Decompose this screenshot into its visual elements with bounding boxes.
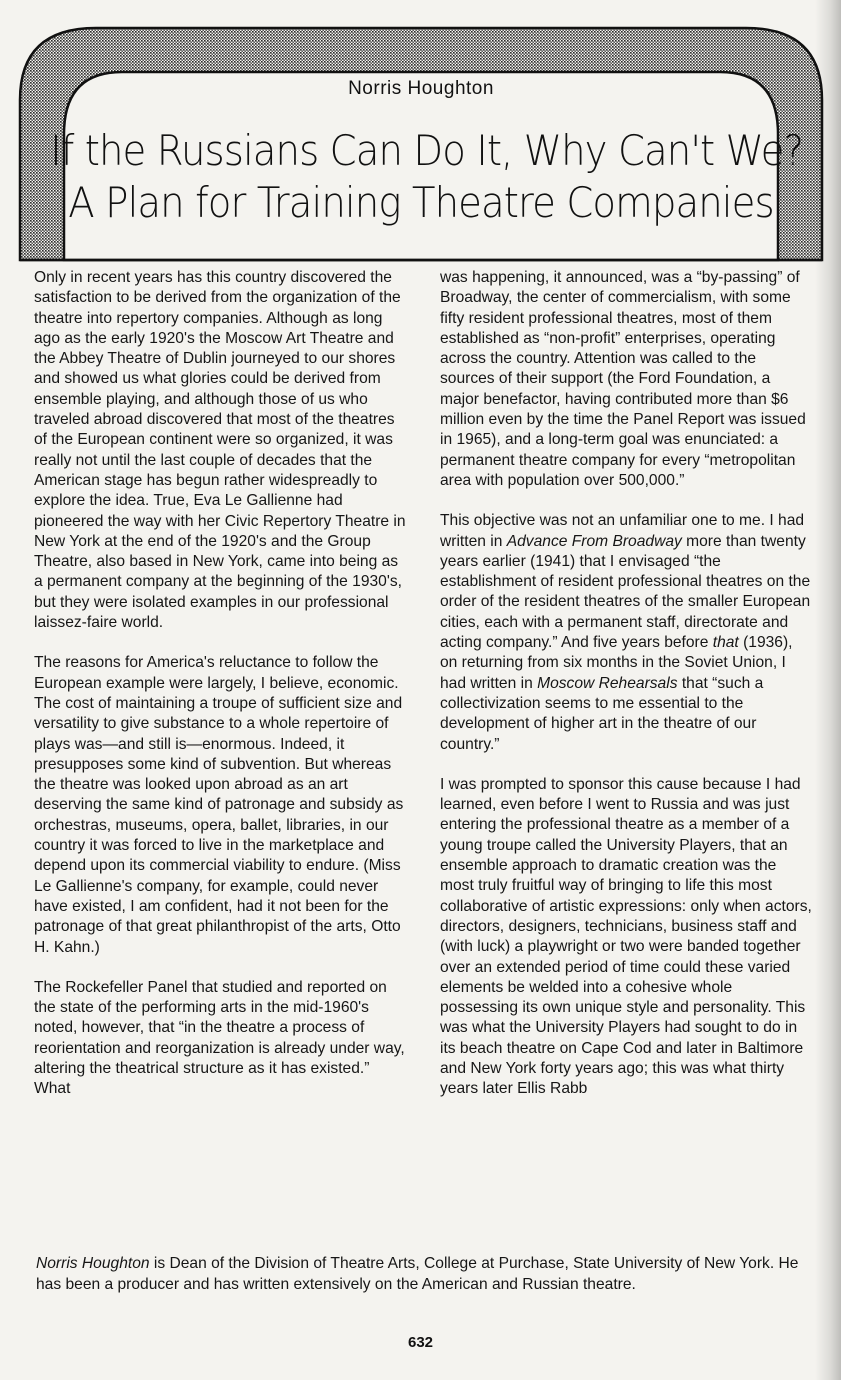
paragraph: Only in recent years has this country discovered the satisfaction to be derived from the organization of the theatre into repertory companies. Although as long ago as the early 1920's the Moscow Art Theatre and the Abbey Theatre of Dublin journeyed to our shores and showed us what glories could be derived from ensemble playing, and although those of us who traveled abroad discovered that most of the theatres of the European continent were so organized, it was really not until the last couple of decades that the American stage has begun rather widespreadly to explore the idea. True, Eva Le Gallienne had pioneered the way with her Civic Repertory Theatre in New York at the end of the 1920's and the Group Theatre, also based in New York, came into being as a permanent company at the beginning of the 1930's, but they were isolated examples in our professional laissez-faire world.: [34, 269, 406, 632]
article-title-line-2: A Plan for Training Theatre Companies: [68, 178, 774, 227]
left-column: [34, 268, 410, 1120]
right-column: [440, 268, 812, 1120]
title-banner: [18, 22, 824, 262]
paragraph: The reasons for America's reluctance to follow the European example were largely, I believe, economic. The cost of maintaining a troupe of sufficient size and versatility to give substance to a whole repertoire of plays was—and still is—enormous. Indeed, it presupposes some kind of subvention. But whereas the theatre was looked upon abroad as an art deserving the same kind of patronage and subsidy as orchestras, museums, opera, ballet, libraries, in our country it was forced to live in the marketplace and depend upon its commercial viability to endure. (Miss Le Gallienne's company, for example, could never have existed, I am confident, had it not been for the patronage of that great philanthropist of the arts, Otto H. Kahn.): [34, 654, 404, 956]
footnote-author-name: Norris Houghton: [36, 1255, 150, 1272]
book-title: Moscow Rehearsals: [537, 674, 678, 692]
emphasis: that: [712, 634, 739, 652]
page-number: 632: [407, 1334, 434, 1351]
paragraph: was happening, it announced, was a “by-passing” of Broadway, the center of commercialism, with some fifty resident professional theatres, most of them established as “non-profit” enterprises, operating across the country. Attention was called to the sources of their support (the Ford Foundation, a major benefactor, having contributed more than $6 million even by the time the Panel Report was issued in 1965), and a long-term goal was enunciated: a permanent theatre company for every “metropolitan area with population over 500,000.”: [440, 269, 806, 489]
page-edge-shadow: [815, 0, 841, 1380]
footnote-text: is Dean of the Division of Theatre Arts, College at Purchase, State University of New York. He has been a producer and has written extensively on the American and Russian theatre.: [36, 1255, 799, 1293]
text-run: This objective was not an unfamiliar one to me. I had written in: [440, 512, 805, 550]
author-bio-footnote: [36, 1254, 806, 1295]
paragraph: The Rockefeller Panel that studied and reported on the state of the performing arts in the mid-1960's noted, however, that “in the theatre a process of reorientation and reorganization is already under way, altering the theatrical structure as it has existed.” What: [34, 978, 405, 1098]
text-run: that “such a collectivization seems to me essential to the development of higher art in the theatre of our country.”: [440, 674, 764, 753]
book-title: Advance From Broadway: [506, 532, 682, 550]
text-run: (1936), on returning from six months in the Soviet Union, I had written in: [440, 634, 793, 692]
text-run: more than twenty years earlier (1941) that I envisaged “the establishment of resident professional theatres on the order of the resident theatres of the smaller European cities, each with a permanent staff, directorate and acting company.” And five years before: [440, 532, 811, 652]
paragraph: I was prompted to sponsor this cause because I had learned, even before I went to Russia and was just entering the professional theatre as a member of a young troupe called the University Players, that an ensemble approach to dramatic creation was the most truly fruitful way of bringing to life this most collaborative of artistic expressions: only when actors, directors, designers, technicians, business staff and (with luck) a playwright or two were banded together over an extended period of time could these varied elements be welded into a cohesive whole possessing its own unique style and personality. This was what the University Players had sought to do in its beach theatre on Cape Cod and later in Baltimore and New York forty years ago; this was what thirty years later Ellis Rabb: [440, 775, 812, 1098]
author-name: Norris Houghton: [348, 78, 494, 99]
article-title-line-1: If the Russians Can Do It, Why Can't We?: [50, 126, 804, 175]
paragraph: [440, 511, 812, 755]
